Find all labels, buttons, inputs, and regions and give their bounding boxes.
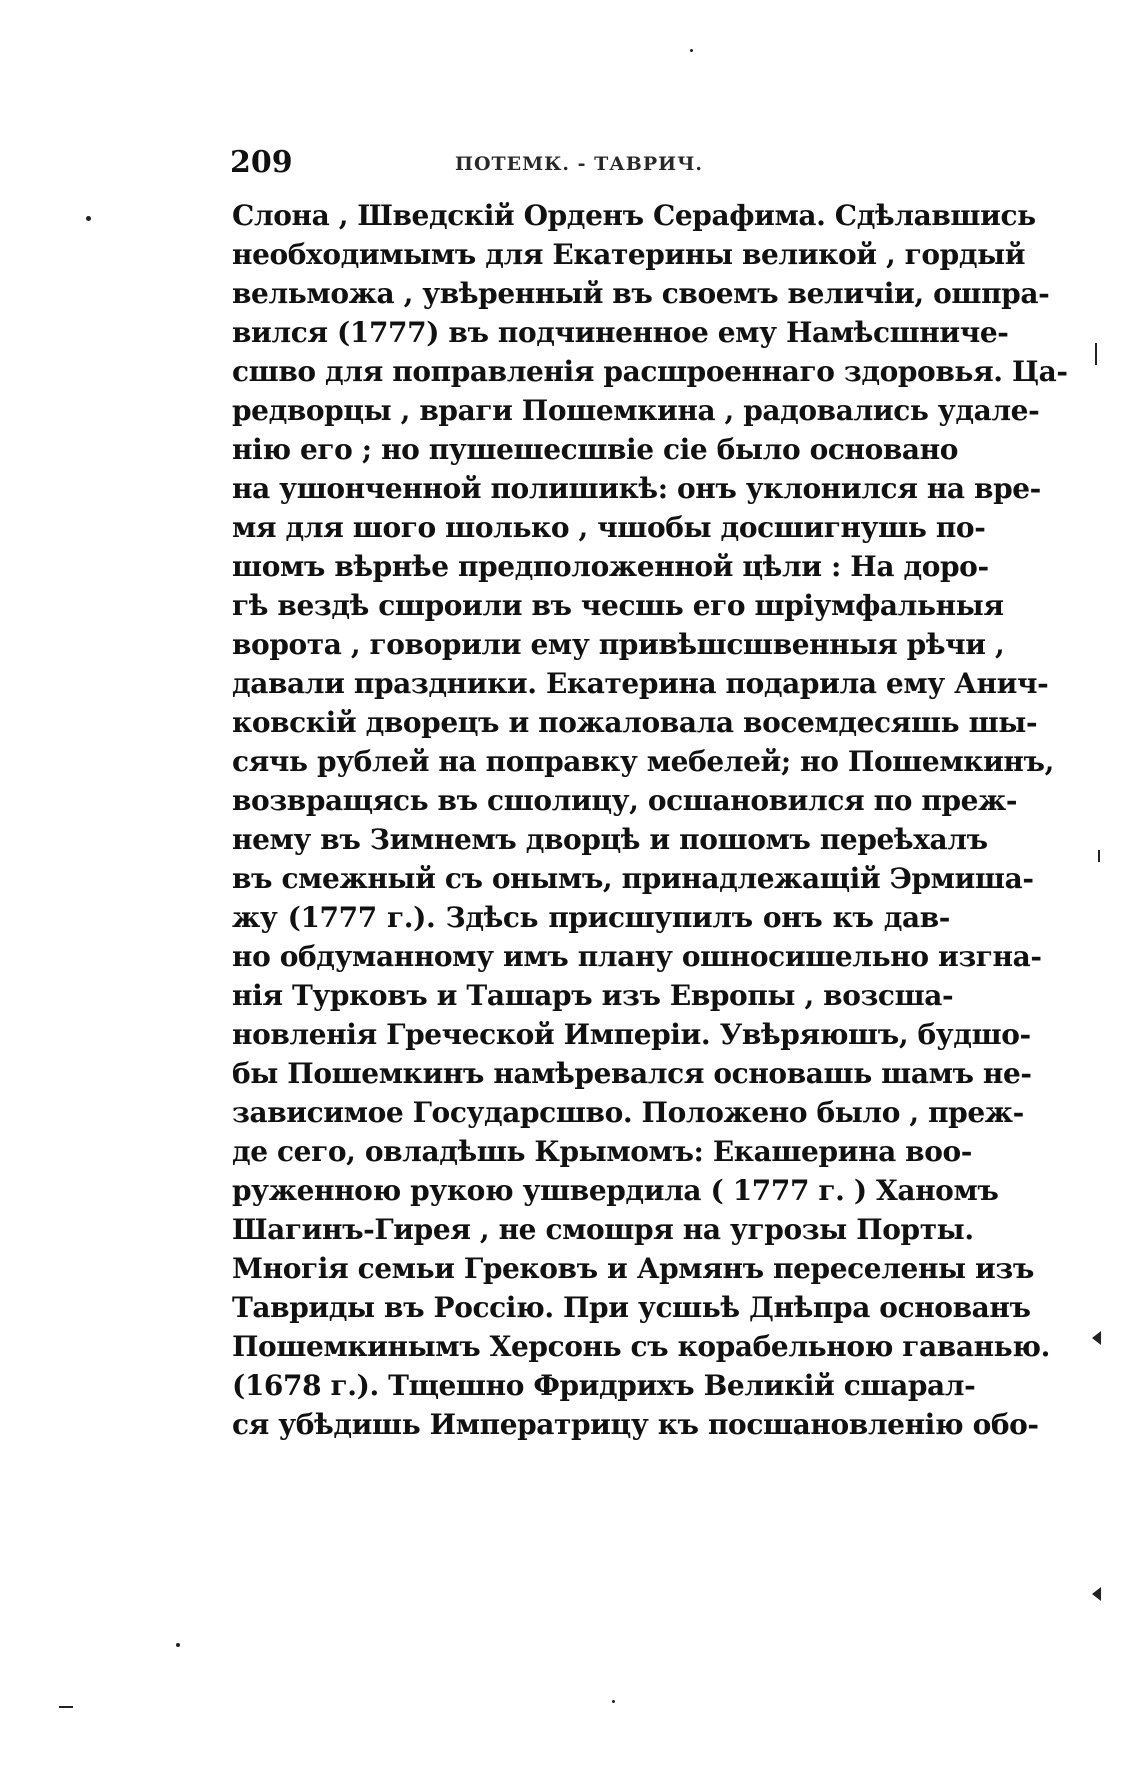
text-line: мя для шого шолько , чшобы досшигнушь по-: [232, 511, 986, 544]
text-line: нему въ Зимнемъ дворцѣ и пошомъ переѣхалъ: [232, 823, 988, 856]
text-line: нія Турковъ и Ташаръ изъ Европы , возсша-: [232, 979, 954, 1012]
text-line: вельможа , увѣренный въ своемъ величіи, ошпра-: [232, 277, 1050, 310]
text-line: бы Пошемкинъ намѣревался основашь шамъ не-: [232, 1057, 1032, 1090]
text-line: ковскій дворецъ и пожаловала восемдесяшь шы-: [232, 706, 1038, 739]
text-line: но обдуманному имъ плану ошносишельно изгна-: [232, 940, 1042, 973]
text-line: Тавриды въ Россію. При усшьѣ Днѣпра основанъ: [232, 1291, 1031, 1324]
scan-speck: [176, 1643, 180, 1647]
text-line: Шагинъ-Гирея , не смошря на угрозы Порты.: [232, 1213, 974, 1246]
text-line: необходимымъ для Екатерины великой , гордый: [232, 238, 1026, 271]
body-paragraph: [232, 196, 1068, 1444]
text-line: сшво для поправленія расшроеннаго здоровья. Ца-: [232, 355, 1068, 388]
scan-speck: [612, 1700, 615, 1703]
text-line: новленія Греческой Имперіи. Увѣряюшъ, будшо-: [232, 1018, 1031, 1051]
scan-mark: [59, 1706, 73, 1708]
scan-speck: [690, 49, 693, 52]
text-line: сячь рублей на поправку мебелей; но Пошемкинъ,: [232, 745, 1054, 778]
page-header: [230, 146, 950, 182]
text-line: на ушонченной полишикѣ: онъ уклонился на вре-: [232, 472, 1041, 505]
text-line: де сего, овладѣшь Крымомъ: Екашерина воо-: [232, 1135, 972, 1168]
text-line: возвращясь въ сшолицу, осшановился по преж-: [232, 784, 1018, 817]
text-line: давали праздники. Екатерина подарила ему Анич-: [232, 667, 1049, 700]
scan-mark: [1098, 850, 1100, 862]
text-line: (1678 г.). Тщешно Фридрихъ Великій сшарал-: [232, 1369, 976, 1402]
scan-mark: [1092, 1331, 1101, 1345]
text-line: шомъ вѣрнѣе предположенной цѣли : На доро-: [232, 550, 989, 583]
text-line: руженною рукою ушвердила ( 1777 г. ) Ханомъ: [232, 1174, 999, 1207]
text-line: въ смежный съ онымъ, принадлежащій Эрмиша-: [232, 862, 1034, 895]
page-number: 209: [230, 145, 293, 180]
text-line: редворцы , враги Пошемкина , радовались удале-: [232, 394, 1040, 427]
text-line: Многія семьи Грековъ и Армянъ переселены изъ: [232, 1252, 1034, 1285]
scan-mark: [1092, 1587, 1101, 1601]
text-line: Пошемкинымъ Херсонь съ корабельною гаванью.: [232, 1330, 1050, 1363]
text-line: ворота , говорили ему привѣшсшвенныя рѣчи ,: [232, 628, 1005, 661]
text-line: зависимое Государсшво. Положено было , преж-: [232, 1096, 1024, 1129]
scan-mark: [1095, 343, 1097, 365]
text-line: вился (1777) въ подчиненное ему Намѣсшниче-: [232, 316, 1009, 349]
text-line: гѣ вездѣ сшроили въ чесшь его шріумфальныя: [232, 589, 1004, 622]
scan-speck: [86, 216, 91, 221]
text-line: жу (1777 г.). Здѣсь присшупилъ онъ къ дав-: [232, 901, 950, 934]
text-line: Слона , Шведскій Орденъ Серафима. Сдѣлавшись: [232, 199, 1036, 232]
text-line: нію его ; но пушешесшвіе сіе было основано: [232, 433, 959, 466]
running-head: ПОТЕМК. - ТАВРИЧ.: [455, 153, 704, 175]
text-line: ся убѣдишь Императрицу къ посшановленію обо-: [232, 1408, 1039, 1441]
